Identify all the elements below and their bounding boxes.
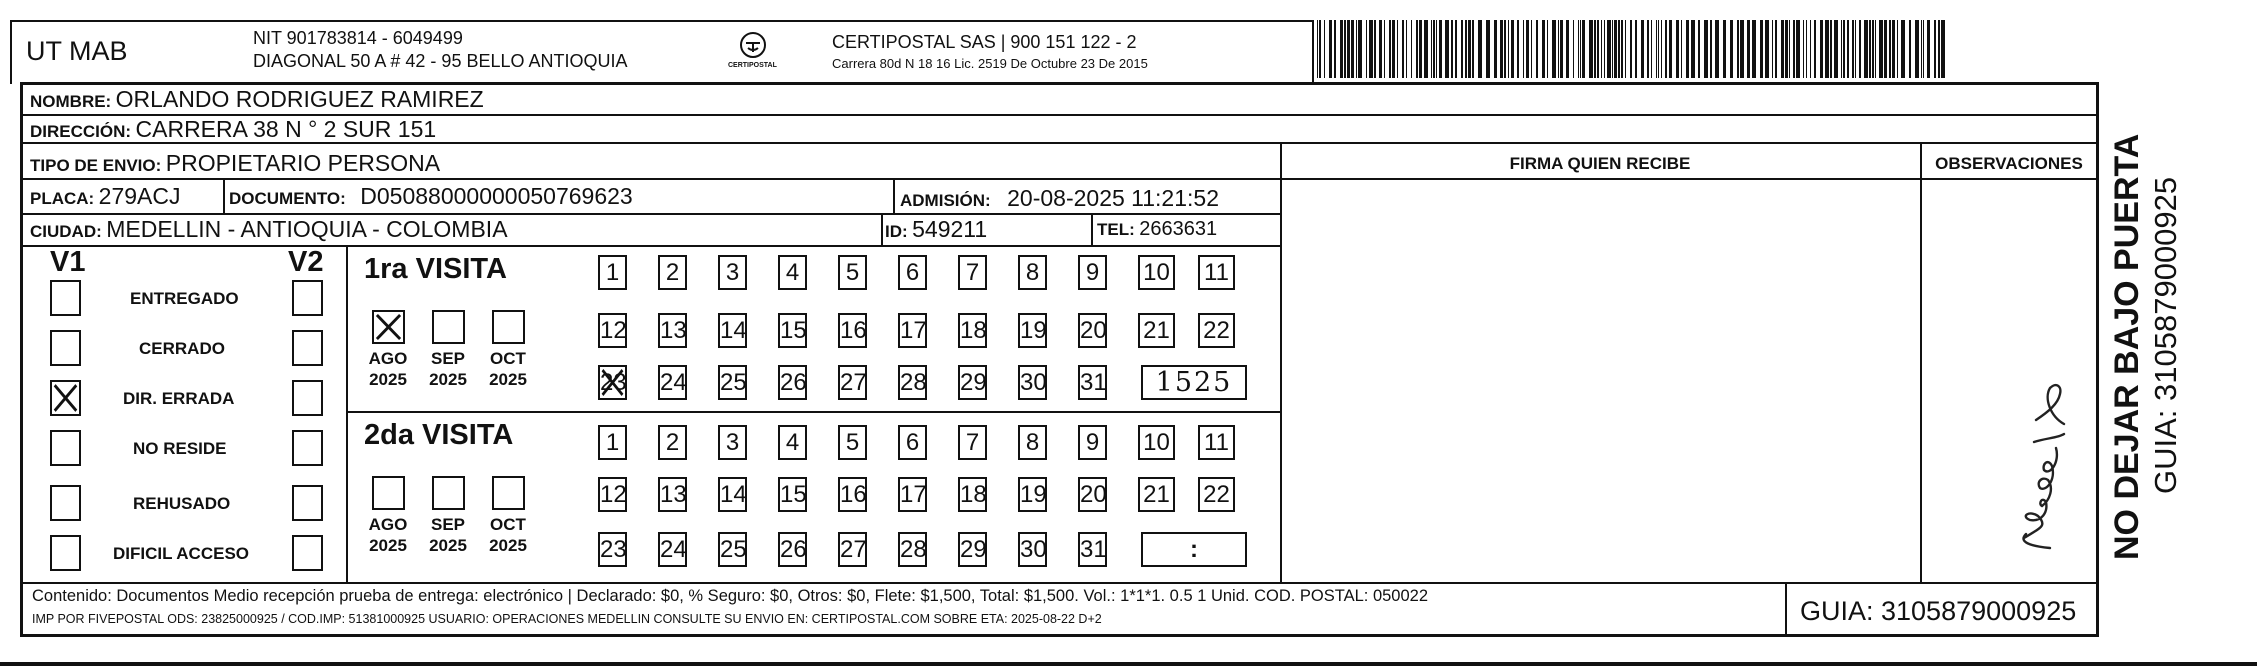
v2-checkbox[interactable] [292,330,323,366]
logo-text: CERTIPOSTAL [728,62,777,69]
first-visit-day-box[interactable] [658,365,687,400]
month-year: 2025 [489,536,527,555]
status-label: DIR. ERRADA [123,389,235,408]
first-visit-day-box[interactable] [958,365,987,400]
v1-checkbox[interactable] [50,330,81,366]
day-number: 26 [780,536,807,563]
day-number: 10 [1143,259,1170,286]
day-number: 22 [1203,317,1230,344]
ciudad-value: MEDELLIN - ANTIOQUIA - COLOMBIA [106,216,508,242]
v2-checkbox[interactable] [292,485,323,521]
day-number: 10 [1143,429,1170,456]
day-number: 21 [1143,481,1170,508]
courier-name: CERTIPOSTAL SAS | 900 151 122 - 2 [832,32,1137,52]
tipo-envio-label: TIPO DE ENVIO: [30,156,162,175]
first-visit-day-box[interactable] [598,313,627,348]
day-number: 5 [845,429,860,456]
day-number: 19 [1020,317,1047,344]
footer-content: Contenido: Documentos Medio recepción prueba de entrega: electrónico | Declarado: $0, % Seguro: $0, Otros: $0, Flete: $1,500, Total: $1,500. Vol.: 1*1*1. 0.5 1 Unid. COD. POSTAL: 050022 [32,587,1429,605]
day-number: 1 [605,429,620,456]
second-visit-day-box[interactable] [838,425,867,460]
first-visit-day-box[interactable] [718,313,747,348]
day-number: 24 [660,536,687,563]
day-number: 17 [900,481,927,508]
second-visit-day-box[interactable] [1078,477,1107,512]
day-number: 2 [665,259,680,286]
direccion-field [30,116,436,143]
bottom-rule [0,662,2257,666]
time-value: : [1190,536,1198,563]
month-year: 2025 [369,370,407,389]
month-checkbox[interactable] [372,476,405,510]
id-label: ID: [885,222,908,241]
day-number: 26 [780,369,807,396]
month-label [484,348,532,390]
second-visit-day-box[interactable] [1198,477,1235,512]
second-visit-day-box[interactable] [838,477,867,512]
first-visit-day-box[interactable] [718,365,747,400]
day-number: 6 [905,259,920,286]
month-name: OCT [490,515,526,534]
second-visit-day-box[interactable] [598,477,627,512]
month-name: OCT [490,349,526,368]
day-number: 11 [1204,429,1229,456]
nombre-value: ORLANDO RODRIGUEZ RAMIREZ [115,86,484,112]
second-visit-day-box[interactable] [1018,425,1047,460]
second-visit-day-box[interactable] [1078,425,1107,460]
day-number: 21 [1143,317,1170,344]
day-number: 14 [720,317,747,344]
day-number: 19 [1020,481,1047,508]
month-year: 2025 [429,370,467,389]
first-visit-day-box[interactable] [958,313,987,348]
certipostal-logo [728,30,777,78]
status-label: DIFICIL ACCESO [113,544,250,563]
day-number: 28 [900,536,927,563]
day-number: 13 [660,481,687,508]
day-number: 25 [720,369,747,396]
status-label: NO RESIDE [133,439,227,458]
month-year: 2025 [489,370,527,389]
day-number: 20 [1080,481,1107,508]
first-visit-day-box[interactable] [1138,255,1175,290]
month-checkbox[interactable] [432,310,465,344]
first-visit-day-box[interactable] [898,313,927,348]
second-visit-day-box[interactable] [1078,532,1107,567]
v2-checkbox[interactable] [292,430,323,466]
first-visit-day-box[interactable] [1198,313,1235,348]
first-visit-day-box[interactable] [1198,255,1235,290]
day-number: 24 [660,369,687,396]
day-number: 18 [960,317,987,344]
nombre-label: NOMBRE: [30,92,112,111]
tel-field [1097,218,1217,241]
courier-license: Carrera 80d N 18 16 Lic. 2519 De Octubre 23 De 2015 [832,56,1148,71]
first-visit-day-box[interactable] [838,365,867,400]
documento-value: D05088000000050769623 [360,183,633,209]
first-visit-day-box[interactable] [1018,313,1047,348]
first-visit-day-box[interactable] [1078,255,1107,290]
admision-field [900,185,1219,212]
first-visit-day-box[interactable] [718,255,747,290]
first-visit-day-box[interactable] [778,255,807,290]
day-number: 23 [600,536,627,563]
handwritten-signature [1990,320,2090,560]
company-name: UT MAB [26,36,128,66]
month-name: SEP [430,349,466,368]
first-visit-day-box[interactable] [598,255,627,290]
admision-value: 20-08-2025 11:21:52 [1007,185,1219,211]
second-visit-day-box[interactable] [958,477,987,512]
placa-value: 279ACJ [98,183,181,209]
first-visit-day-box[interactable] [598,365,627,400]
day-number: 12 [600,481,627,508]
observaciones-header: OBSERVACIONES [1935,154,2083,173]
v1-checkbox[interactable] [50,380,81,416]
day-number: 30 [1020,536,1047,563]
month-checkbox[interactable] [492,476,525,510]
time-value: 1525 [1155,367,1233,398]
first-visit-title: 1ra VISITA [364,253,507,285]
day-number: 14 [720,481,747,508]
day-number: 22 [1203,481,1230,508]
footer-guia: GUIA: 3105879000925 [1800,596,2077,626]
day-number: 29 [960,536,987,563]
id-value: 549211 [912,216,988,242]
second-visit-day-box[interactable] [598,532,627,567]
first-visit-day-box[interactable] [1018,255,1047,290]
month-name: SEP [430,515,466,534]
day-number: 29 [960,369,987,396]
day-number: 30 [1020,369,1047,396]
tel-value: 2663631 [1139,218,1218,240]
day-number: 4 [785,259,800,286]
tel-label: TEL: [1097,220,1135,239]
day-number: 3 [725,429,740,456]
admision-label: ADMISIÓN: [900,191,991,210]
second-visit-day-box[interactable] [1018,532,1047,567]
day-number: 17 [900,317,927,344]
status-label: CERRADO [139,339,225,358]
status-label: REHUSADO [133,494,231,513]
first-visit-day-box[interactable] [1138,313,1175,348]
status-label: ENTREGADO [130,289,239,308]
day-number: 27 [840,536,867,563]
month-year: 2025 [429,536,467,555]
day-number: 20 [1080,317,1107,344]
second-visit-day-box[interactable] [958,532,987,567]
side-warning: NO DEJAR BAJO PUERTA [2108,133,2146,560]
second-visit-day-box[interactable] [1198,425,1235,460]
v2-checkbox[interactable] [292,280,323,316]
day-number: 9 [1085,429,1100,456]
second-visit-day-box[interactable] [1138,425,1175,460]
second-visit-day-box[interactable] [838,532,867,567]
company-nit: NIT 901783814 - 6049499 [253,28,463,48]
month-label [484,514,532,556]
v1-checkbox[interactable] [50,430,81,466]
second-visit-day-box[interactable] [658,477,687,512]
day-number: 7 [965,429,980,456]
day-number: 12 [600,317,627,344]
second-visit-day-box[interactable] [718,425,747,460]
second-visit-day-box[interactable] [958,425,987,460]
v2-checkbox[interactable] [292,380,323,416]
second-visit-day-box[interactable] [598,425,627,460]
v1-checkbox[interactable] [50,280,81,316]
footer-print-info: IMP POR FIVEPOSTAL ODS: 23825000925 / COD.IMP: 51381000925 USUARIO: OPERACIONES MEDELLIN CONSULTE SU ENVIO EN: CERTIPOSTAL.COM SOBRE ETA: 2025-08-22 D+2 [32,612,1102,626]
ciudad-label: CIUDAD: [30,222,102,241]
day-number: 8 [1025,429,1040,456]
month-checkbox[interactable] [432,476,465,510]
day-number: 3 [725,259,740,286]
second-visit-time-box[interactable] [1141,532,1247,567]
month-label [364,348,412,390]
nombre-field [30,86,484,113]
first-visit-day-box[interactable] [1078,313,1107,348]
second-visit-day-box[interactable] [718,532,747,567]
day-number: 31 [1080,536,1107,563]
direccion-value: CARRERA 38 N ° 2 SUR 151 [135,116,437,142]
month-checkbox[interactable] [492,310,525,344]
v2-header: V2 [288,246,324,278]
second-visit-day-box[interactable] [778,477,807,512]
day-number: 8 [1025,259,1040,286]
first-visit-day-box[interactable] [958,255,987,290]
second-visit-day-box[interactable] [658,532,687,567]
tipo-envio-field [30,150,440,177]
second-visit-day-box[interactable] [898,532,927,567]
placa-label: PLACA: [30,189,95,208]
month-label [424,514,472,556]
first-visit-day-box[interactable] [658,313,687,348]
day-number: 16 [840,317,867,344]
second-visit-day-box[interactable] [1138,477,1175,512]
month-checkbox[interactable] [372,310,405,344]
company-address: DIAGONAL 50 A # 42 - 95 BELLO ANTIOQUIA [253,51,628,71]
first-visit-day-box[interactable] [898,365,927,400]
second-visit-day-box[interactable] [778,425,807,460]
day-number: 1 [605,259,620,286]
tipo-envio-value: PROPIETARIO PERSONA [165,150,441,176]
day-number: 27 [840,369,867,396]
second-visit-day-box[interactable] [898,477,927,512]
second-visit-day-box[interactable] [778,532,807,567]
documento-label: DOCUMENTO: [229,189,346,208]
id-field [885,216,987,243]
month-name: AGO [368,349,408,368]
v1-checkbox[interactable] [50,485,81,521]
day-number: 15 [780,317,807,344]
day-number: 9 [1085,259,1100,286]
month-year: 2025 [369,536,407,555]
v2-checkbox[interactable] [292,535,323,571]
v1-header: V1 [50,246,86,278]
day-number: 23 [600,369,627,396]
second-visit-day-box[interactable] [898,425,927,460]
day-number: 16 [840,481,867,508]
second-visit-day-box[interactable] [1018,477,1047,512]
day-number: 13 [660,317,687,344]
first-visit-day-box[interactable] [898,255,927,290]
barcode [1312,20,1947,78]
day-number: 31 [1080,369,1107,396]
second-visit-day-box[interactable] [658,425,687,460]
second-visit-day-box[interactable] [718,477,747,512]
day-number: 6 [905,429,920,456]
day-number: 4 [785,429,800,456]
first-visit-day-box[interactable] [838,313,867,348]
first-visit-day-box[interactable] [778,365,807,400]
v1-checkbox[interactable] [50,535,81,571]
month-label [424,348,472,390]
month-name: AGO [368,515,408,534]
day-number: 28 [900,369,927,396]
first-visit-day-box[interactable] [1078,365,1107,400]
side-guia: GUIA: 3105879000925 [2148,176,2183,494]
firma-header: FIRMA QUIEN RECIBE [1509,154,1691,173]
second-visit-title: 2da VISITA [364,419,514,451]
day-number: 11 [1204,259,1229,286]
direccion-label: DIRECCIÓN: [30,122,132,141]
day-number: 25 [720,536,747,563]
first-visit-day-box[interactable] [778,313,807,348]
day-number: 18 [960,481,987,508]
first-visit-time-box[interactable] [1141,365,1247,400]
ciudad-field [30,216,508,243]
day-number: 2 [665,429,680,456]
placa-field [30,183,181,210]
first-visit-day-box[interactable] [658,255,687,290]
day-number: 7 [965,259,980,286]
day-number: 5 [845,259,860,286]
month-label [364,514,412,556]
day-number: 15 [780,481,807,508]
first-visit-day-box[interactable] [838,255,867,290]
first-visit-day-box[interactable] [1018,365,1047,400]
documento-field [229,183,633,210]
